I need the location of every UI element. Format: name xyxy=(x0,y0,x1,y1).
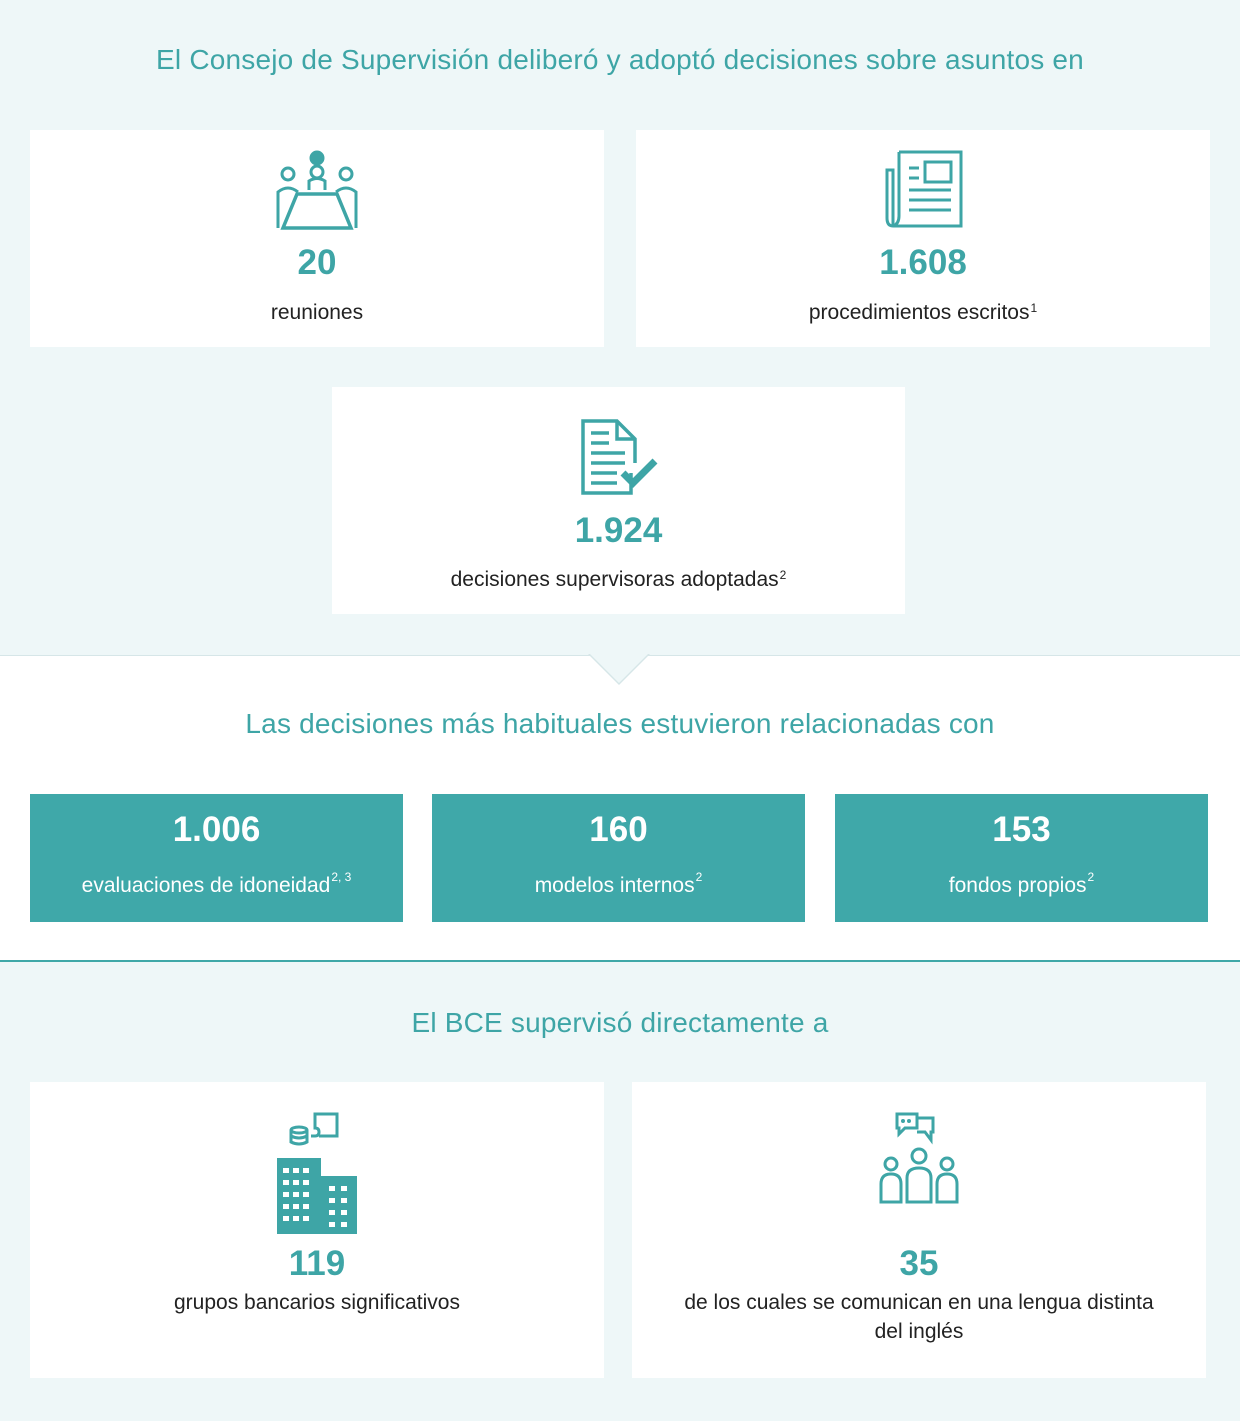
bank-buildings-icon xyxy=(275,1110,359,1234)
stat-card-meetings xyxy=(30,130,604,347)
footnote-ref: 2 xyxy=(779,568,787,582)
banking-groups-value: 119 xyxy=(288,1244,346,1283)
stat-card-supervisory-decisions xyxy=(332,387,905,614)
meetings-value: 20 xyxy=(297,243,337,282)
meeting-table-icon xyxy=(275,148,359,230)
own-funds-value: 153 xyxy=(992,810,1051,849)
internal-models-value: 160 xyxy=(589,810,648,849)
stat-card-non-english xyxy=(632,1082,1206,1378)
section-pointer-fill xyxy=(590,654,648,683)
stat-card-written-procedures xyxy=(636,130,1210,347)
fit-and-proper-label: evaluaciones de idoneidad$^{2, 3}$ xyxy=(81,870,352,897)
stat-box-fit-and-proper xyxy=(30,794,403,922)
footnote-ref: 2, 3 xyxy=(331,870,352,884)
section2-heading: Las decisiones más habituales estuvieron relacionadas con xyxy=(245,708,995,739)
footnote-ref: 2 xyxy=(1087,870,1095,884)
stat-card-banking-groups xyxy=(30,1082,604,1378)
written-procedures-label: procedimientos escritos$^1$ xyxy=(808,301,1038,324)
stat-box-own-funds xyxy=(835,794,1208,922)
internal-models-label: modelos internos$^2$ xyxy=(534,870,703,897)
non-english-label-line2: del inglés xyxy=(874,1320,964,1343)
section1-heading: El Consejo de Supervisión deliberó y adoptó decisiones sobre asuntos en xyxy=(156,44,1084,75)
banking-groups-label: grupos bancarios significativos xyxy=(174,1291,460,1314)
own-funds-label: fondos propios$^2$ xyxy=(948,870,1095,897)
written-procedures-value: 1.608 xyxy=(879,243,967,282)
meetings-label: reuniones xyxy=(270,301,364,324)
non-english-value: 35 xyxy=(899,1244,939,1283)
document-check-icon xyxy=(579,417,659,497)
newspaper-icon xyxy=(883,148,963,228)
section3-heading: El BCE supervisó directamente a xyxy=(411,1007,829,1038)
supervisory-decisions-value: 1.924 xyxy=(574,511,663,550)
non-english-label xyxy=(632,1288,1206,1346)
fit-and-proper-value: 1.006 xyxy=(172,810,261,849)
supervisory-decisions-label: decisiones supervisoras adoptadas$^2$ xyxy=(450,568,787,591)
stat-box-internal-models xyxy=(432,794,805,922)
non-english-label-line1: de los cuales se comunican en una lengua distinta xyxy=(684,1291,1154,1314)
people-speech-icon xyxy=(877,1110,961,1206)
footnote-ref: 2 xyxy=(695,870,703,884)
footnote-ref: 1 xyxy=(1030,301,1038,315)
